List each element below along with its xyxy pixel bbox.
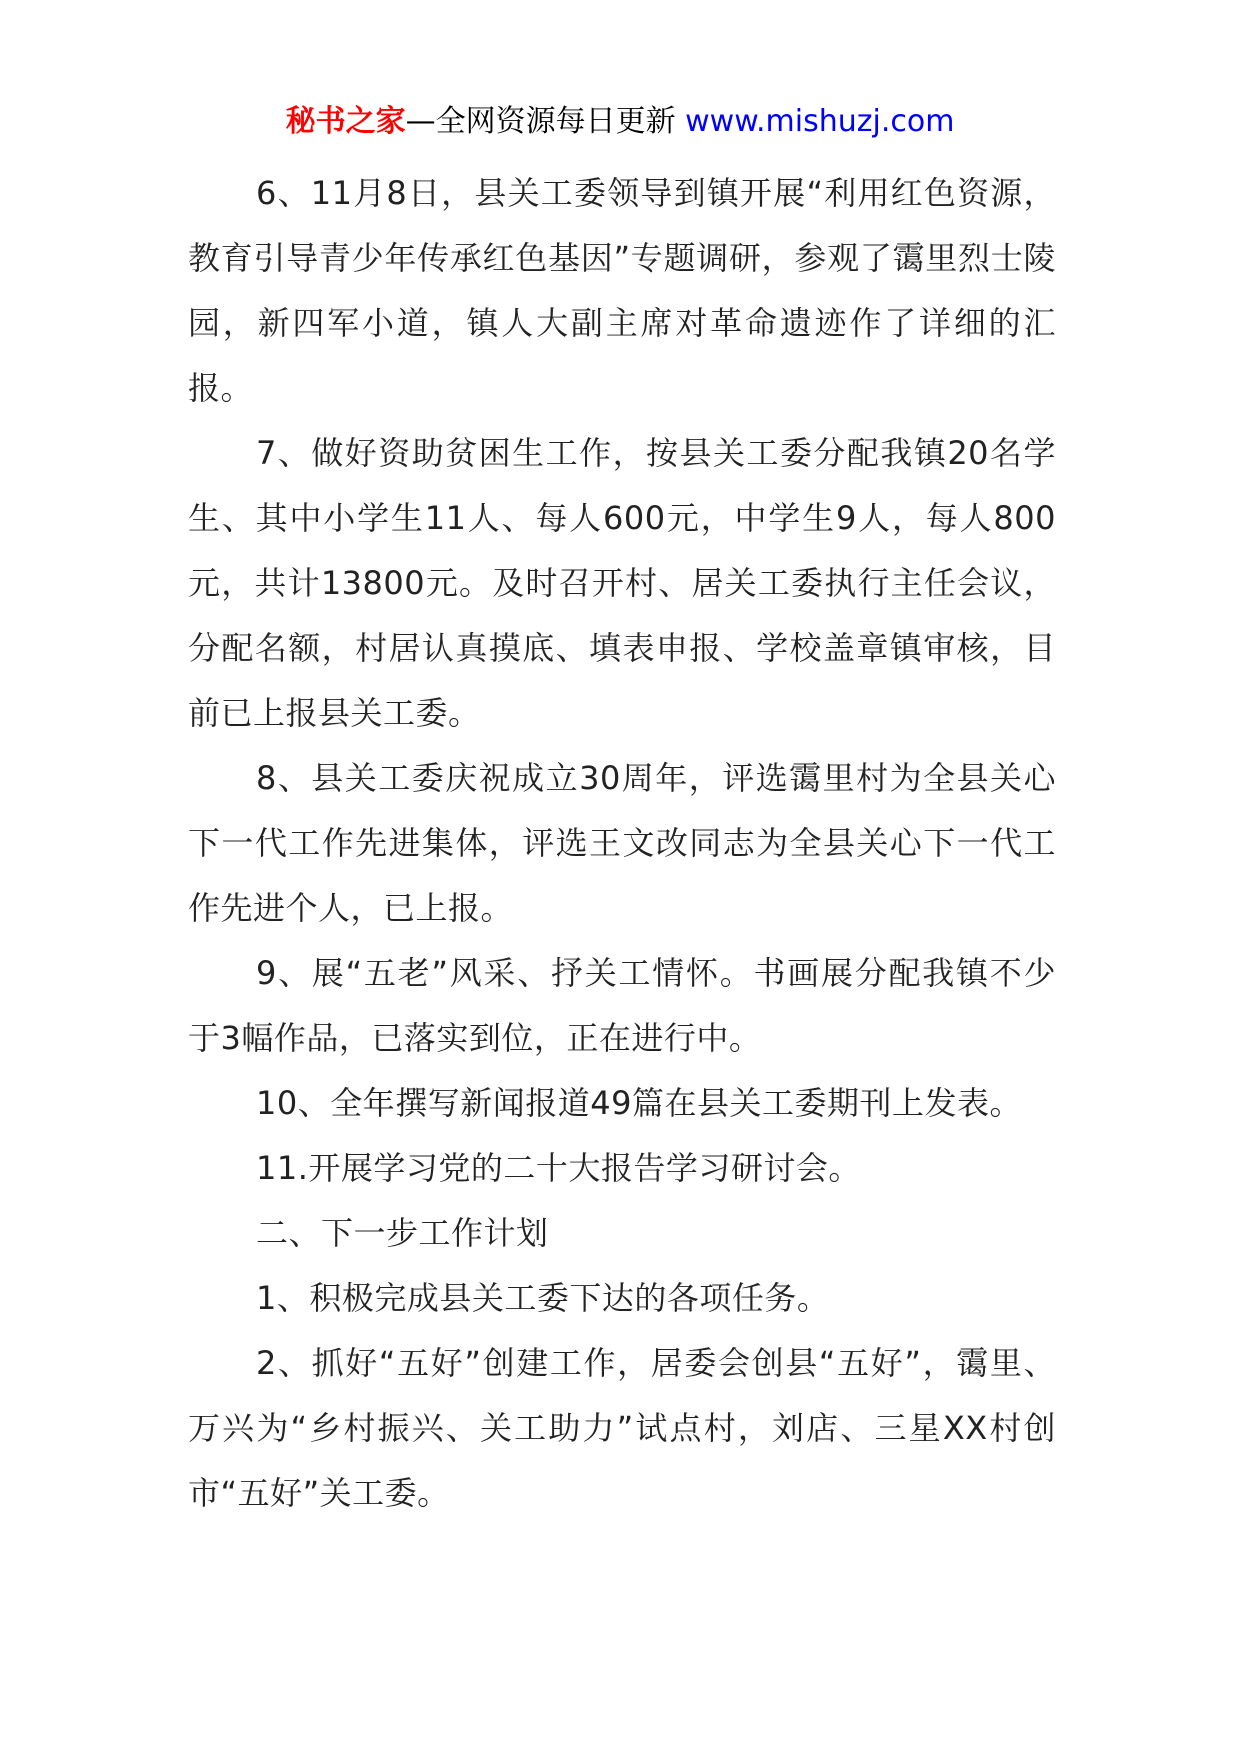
plan-item-2: 2、抓好“五好”创建工作，居委会创县“五好”，霭里、万兴为“乡村振兴、关工助力”试点村，刘店、三星XX村创市“五好”关工委。 (188, 1344, 1056, 1512)
section-heading-next-plan: 二、下一步工作计划 (256, 1214, 549, 1252)
site-slogan: —全网资源每日更新 (405, 104, 686, 139)
paragraph-item-7: 7、做好资助贫困生工作，按县关工委分配我镇20名学生、其中小学生11人、每人600元，中学生9人，每人800元，共计13800元。及时召开村、居关工委执行主任会议，分配名额，村居认真摸底、填表申报、学校盖章镇审核，目前已上报县关工委。 (188, 434, 1056, 732)
plan-item-1: 1、积极完成县关工委下达的各项任务。 (256, 1279, 830, 1317)
paragraph-item-6: 6、11月8日，县关工委领导到镇开展“利用红色资源，教育引导青少年传承红色基因”专题调研，参观了霭里烈士陵园，新四军小道，镇人大副主席对革命遗迹作了详细的汇报。 (188, 174, 1056, 407)
site-header (0, 100, 1240, 144)
site-brand: 秘书之家 (285, 104, 406, 139)
document-body (188, 161, 1056, 1526)
site-url-link[interactable]: www.mishuzj.com (685, 104, 955, 139)
paragraph-item-8: 8、县关工委庆祝成立30周年，评选霭里村为全县关心下一代工作先进集体，评选王文改同志为全县关心下一代工作先进个人，已上报。 (188, 759, 1056, 927)
paragraph-item-11: 11.开展学习党的二十大报告学习研讨会。 (256, 1149, 861, 1187)
paragraph-item-9: 9、展“五老”风采、抒关工情怀。书画展分配我镇不少于3幅作品，已落实到位，正在进行中。 (188, 954, 1056, 1057)
paragraph-item-10: 10、全年撰写新闻报道49篇在县关工委期刊上发表。 (256, 1084, 1022, 1122)
